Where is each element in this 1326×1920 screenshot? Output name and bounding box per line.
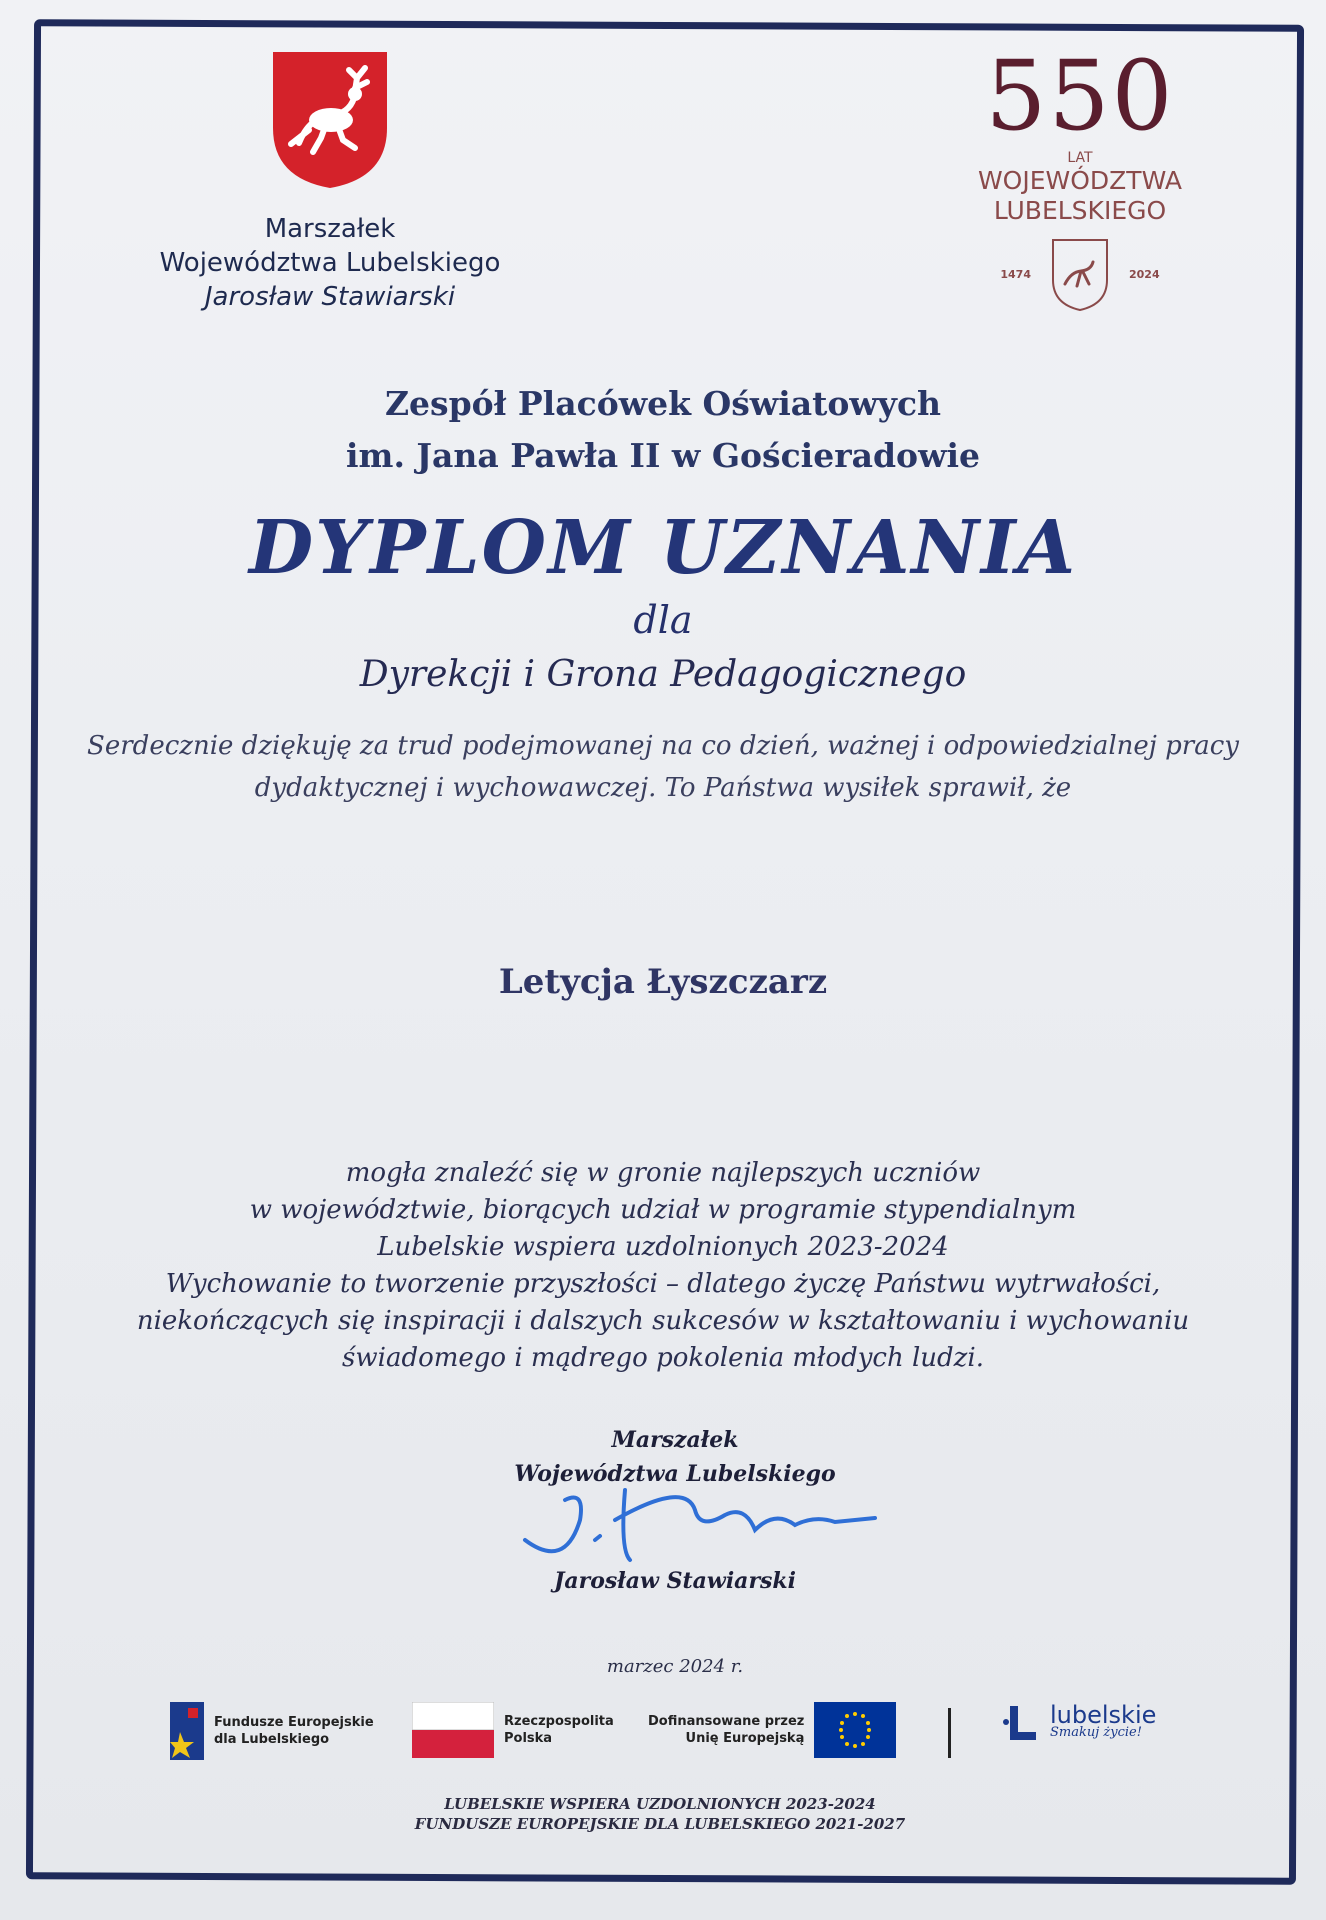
eu-flag-icon	[814, 1702, 896, 1758]
issue-date: marzec 2024 r.	[606, 1656, 744, 1677]
handwritten-signature-icon	[505, 1460, 895, 1580]
logo-ue	[648, 1702, 896, 1758]
year-end: 2024	[1129, 267, 1160, 281]
year-start: 1474	[1000, 267, 1031, 281]
logo-lubelskie	[1000, 1702, 1156, 1746]
anniversary-line1: WOJEWÓDZTWA	[977, 166, 1183, 195]
anniversary-logo	[950, 40, 1210, 312]
marshal-title-line1: Marszałek	[264, 214, 396, 244]
anniversary-number: 550	[985, 40, 1175, 152]
polish-flag-icon	[412, 1702, 494, 1758]
ue-line2: Unię Europejską	[685, 1731, 805, 1746]
marshal-name: Jarosław Stawiarski	[204, 282, 456, 312]
funding-logos	[170, 1702, 1170, 1772]
thanks-line2: dydaktycznej i wychowawczej. To Państwa wysiłek sprawił, że	[254, 773, 1072, 803]
fe-line1: Fundusze Europejskie	[214, 1715, 374, 1730]
fe-star-icon	[170, 1702, 204, 1760]
logo-fe	[170, 1702, 374, 1760]
anniversary-lat: LAT	[1067, 150, 1093, 166]
body-line6: świadomego i mądrego pokolenia młodych ludzi.	[342, 1343, 984, 1373]
lubelskie-l-icon	[1000, 1702, 1040, 1746]
anniversary-line2: LUBELSKIEGO	[993, 196, 1167, 225]
rp-line2: Polska	[504, 1731, 553, 1746]
footer-line1: LUBELSKIE WSPIERA UZDOLNIONYCH 2023-2024	[444, 1795, 876, 1813]
body-line1: mogła znaleźć się w gronie najlepszych uczniów	[345, 1158, 981, 1188]
signature-name: Jarosław Stawiarski	[553, 1568, 797, 1594]
body-line2: w województwie, biorących udział w programie stypendialnym	[249, 1195, 1077, 1225]
marshal-header	[140, 48, 520, 314]
diploma-title: DYPLOM UZNANIA	[248, 505, 1078, 591]
marshal-title-line2: Województwa Lubelskiego	[159, 248, 501, 278]
lubelskie-name: lubelskie	[1050, 1701, 1157, 1729]
body-line3: Lubelskie wspiera uzdolnionych 2023-2024	[377, 1232, 949, 1262]
anniversary-crest-icon	[1049, 236, 1111, 312]
student-name: Letycja Łyszczarz	[498, 962, 828, 1002]
ue-line1: Dofinansowane przez	[648, 1714, 805, 1729]
body-line5: niekończących się inspiracji i dalszych sukcesów w kształtowaniu i wychowaniu	[136, 1306, 1190, 1336]
footer-line2: FUNDUSZE EUROPEJSKIE DLA LUBELSKIEGO 2021-2027	[414, 1815, 906, 1833]
signature-title2: Województwa Lubelskiego	[514, 1461, 836, 1487]
footer	[300, 1794, 1020, 1834]
logo-divider	[948, 1708, 951, 1758]
fe-line2: dla Lubelskiego	[214, 1732, 330, 1747]
school-name	[60, 378, 1266, 482]
thanks-line1: Serdecznie dziękuję za trud podejmowanej na co dzień, ważnej i odpowiedzialnej pracy	[87, 731, 1239, 761]
signature-title1: Marszałek	[611, 1427, 739, 1453]
lubelskie-crest-icon	[269, 48, 391, 190]
thanks-text	[60, 725, 1266, 809]
diploma-recipient: Dyrekcji i Grona Pedagogicznego	[359, 654, 967, 695]
diploma-for: dla	[633, 598, 693, 642]
lubelskie-tagline: Smakuj życie!	[1050, 1725, 1142, 1740]
rp-line1: Rzeczpospolita	[504, 1714, 614, 1729]
body-line4: Wychowanie to tworzenie przyszłości – dlatego życzę Państwu wytrwałości,	[165, 1269, 1161, 1299]
school-line2: im. Jana Pawła II w Gościeradowie	[345, 436, 981, 475]
school-line1: Zespół Placówek Oświatowych	[384, 384, 942, 423]
logo-rp	[412, 1702, 614, 1758]
body-text	[60, 1155, 1266, 1377]
